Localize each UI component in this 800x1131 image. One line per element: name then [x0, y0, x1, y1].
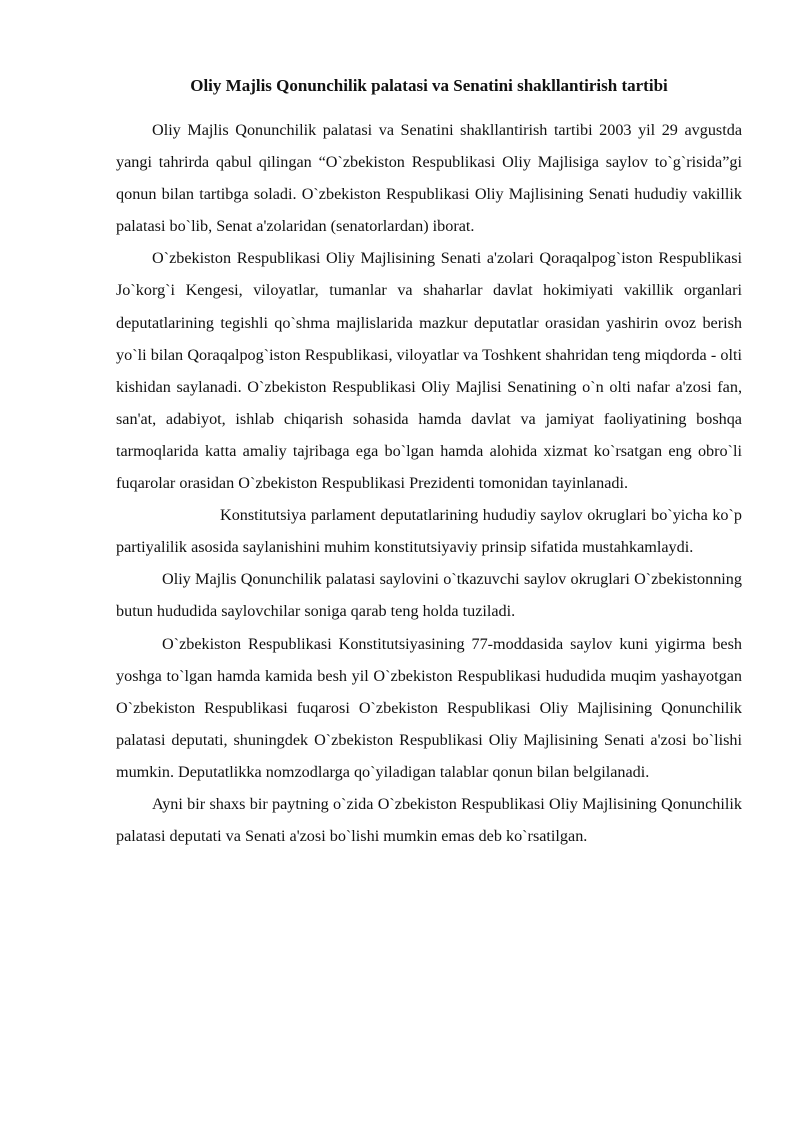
- paragraph-5: O`zbekiston Respublikasi Konstitutsiyasining 77-moddasida saylov kuni yigirma besh yoshga to`lgan hamda kamida besh yil O`zbekiston Respublikasi hududida muqim yashayotgan O`zbekiston Respublikasi fuqarosi O`zbekiston Respublikasi Oliy Majlisining Qonunchilik palatasi deputati, shuningdek O`zbekiston Respublikasi Oliy Majlisining Senati a'zosi bo`lishi mumkin. Deputatlikka nomzodlarga qo`yiladigan talablar qonun bilan belgilanadi.: [116, 634, 742, 781]
- paragraph-6: Ayni bir shaxs bir paytning o`zida O`zbekiston Respublikasi Oliy Majlisining Qonunchilik palatasi deputati va Senati a'zosi bo`lishi mumkin emas deb ko`rsatilgan.: [116, 794, 742, 846]
- document-page: [116, 70, 742, 852]
- paragraph-2: O`zbekiston Respublikasi Oliy Majlisining Senati a'zolari Qoraqalpog`iston Respublikasi Jo`korg`i Kengesi, viloyatlar, tumanlar va shaharlar davlat hokimiyati vakillik organlari deputatlarining tegishli qo`shma majlislarida mazkur deputatlar orasidan yashirin ovoz berish yo`li bilan Qoraqalpog`iston Respublikasi, viloyatlar va Toshkent shahridan teng miqdorda - olti kishidan saylanadi. O`zbekiston Respublikasi Oliy Majlisi Senatining o`n olti nafar a'zosi fan, san'at, adabiyot, ishlab chiqarish sohasida hamda davlat va jamiyat faoliyatining boshqa tarmoqlarida katta amaliy tajribaga ega bo`lgan hamda alohida xizmat ko`rsatgan eng obro`li fuqarolar orasidan O`zbekiston Respublikasi Prezidenti tomonidan tayinlanadi.: [116, 249, 742, 493]
- document-title: Oliy Majlis Qonunchilik palatasi va Senatini shakllantirish tartibi: [190, 76, 668, 95]
- paragraph-3: Konstitutsiya parlament deputatlarining hududiy saylov okruglari bo`yicha ko`p partiyalilik asosida saylanishini muhim konstitutsiyaviy prinsip sifatida mustahkamlaydi.: [116, 506, 742, 557]
- paragraph-4: Oliy Majlis Qonunchilik palatasi saylovini o`tkazuvchi saylov okruglari O`zbekistonning butun hududida saylovchilar soniga qarab teng holda tuziladi.: [116, 570, 742, 621]
- paragraph-1: Oliy Majlis Qonunchilik palatasi va Senatini shakllantirish tartibi 2003 yil 29 avgustda yangi tahrirda qabul qilingan “O`zbekiston Respublikasi Oliy Majlisiga saylov to`g`risida”gi qonun bilan tartibga soladi. O`zbekiston Respublikasi Oliy Majlisining Senati hududiy vakillik palatasi bo`lib, Senat a'zolaridan (senatorlardan) iborat.: [116, 121, 742, 236]
